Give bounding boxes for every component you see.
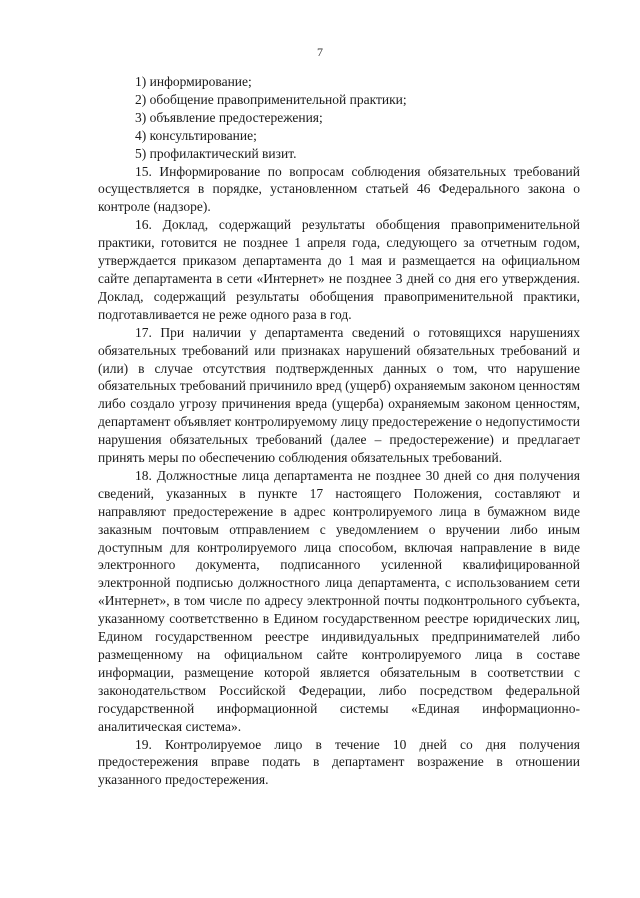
list-item: 4) консультирование; [135,127,257,143]
paragraph-16: 16. Доклад, содержащий результаты обобщения правоприменительной практики, готовится не позднее 1 апреля года, следующего за отчетным годом, утверждается приказом департамента до 1 мая и размещается на официальном сайте департамента в сети «Интернет» не позднее 3 дней со дня его утверждения. Доклад, содержащий результаты обобщения правоприменительной практики, подготавливается не реже одного раза в год. [98,217,580,322]
paragraph-18: 18. Должностные лица департамента не позднее 30 дней со дня получения сведений, указанных в пункте 17 настоящего Положения, составляют и направляют предостережение в адрес контролируемого лица в бумажном виде заказным почтовым отправлением с уведомлением о вручении либо иным доступным для контролируемого лица способом, включая направление в виде электронного документа, подписанного усиленной квалифицированной электронной подписью должностного лица департамента, с использованием сети «Интернет», в том числе по адресу электронной почты подконтрольного субъекта, указанному соответственно в Едином государственном реестре юридических лиц, Едином государственном реестре индивидуальных предпринимателей либо размещенному на официальном сайте контролируемого лица в составе информации, размещение которой является обязательным в соответствии с законодательством Российской Федерации, либо посредством федеральной государственной информационной системы «Единая информационно-аналитическая система». [98,467,580,734]
list-item: 3) объявление предостережения; [135,109,323,125]
list-item: 2) обобщение правоприменительной практики; [135,91,407,107]
page-content [98,73,580,789]
paragraph-15: 15. Информирование по вопросам соблюдения обязательных требований осуществляется в порядке, установленном статьей 46 Федерального закона о контроле (надзоре). [98,163,580,215]
list-item: 1) информирование; [135,74,252,89]
page-number: 7 [317,45,323,59]
paragraph-17: 17. При наличии у департамента сведений о готовящихся нарушениях обязательных требований или признаках нарушений обязательных требований и (или) в случае отсутствия подтвержденных данных о том, что нарушение обязательных требований причинило вред (ущерб) охраняемым законом ценностям либо создало угрозу причинения вреда (ущерба) охраняемым законом ценностям, департамент объявляет контролируемому лицу предостережение о недопустимости нарушения обязательных требований (далее – предостережение) и предлагает принять меры по обеспечению соблюдения обязательных требований. [98,324,580,466]
list-item: 5) профилактический визит. [135,145,297,161]
paragraph-19: 19. Контролируемое лицо в течение 10 дней со дня получения предостережения вправе подать в департамент возражение в отношении указанного предостережения. [98,736,580,788]
